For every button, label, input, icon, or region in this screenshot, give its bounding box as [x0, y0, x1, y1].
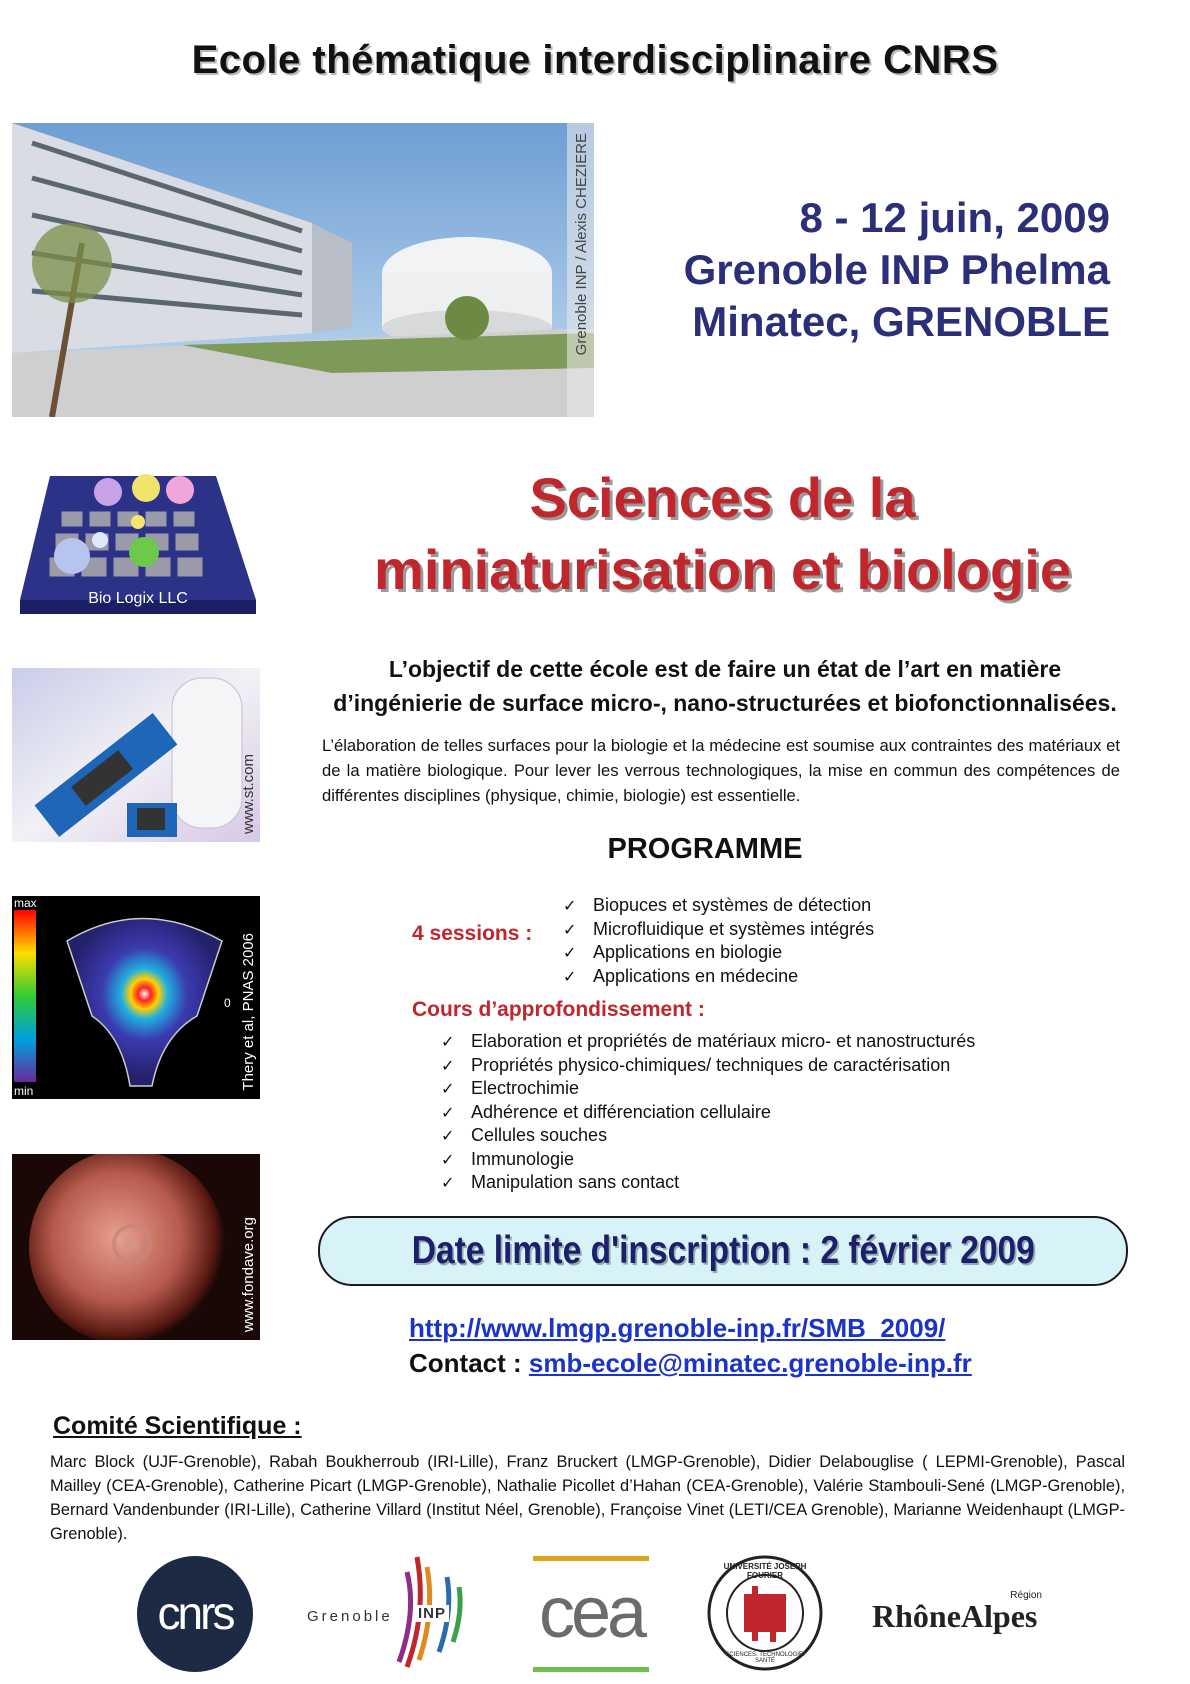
committee-text: Marc Block (UJF-Grenoble), Rabah Boukherroub (IRI-Lille), Franz Bruckert (LMGP-Grenoble), Didier Delabouglise ( LEPMI-Grenoble), Pascal Mailley (CEA-Grenoble), Catherine Picart (LMGP-Grenoble), Nathalie Picollet d’Hahan (CEA-Grenoble), Valérie Stambouli-Sené (LMGP-Grenoble), Bernard Vandenbunder (IRI-Lille), Catherine Villard (Institut Néel, Grenoble), Françoise Vinet (LETI/CEA Grenoble), Marianne Weidenhaupt (LMGP-Grenoble). [50, 1453, 1125, 1543]
list-item: ✓ Microfluidique et systèmes intégrés [563, 918, 874, 942]
grenoble-inp-box: INP [415, 1605, 449, 1622]
cea-logo [533, 1556, 649, 1672]
contact-line [409, 1348, 972, 1379]
sessions-list [563, 894, 874, 988]
biochip-image [12, 668, 260, 842]
list-item: ✓ Elaboration et propriétés de matériaux micro- et nanostructurés [441, 1030, 975, 1054]
rhone-alpes-region: Région [1010, 1590, 1042, 1601]
heatmap-zero-label: 0 [224, 996, 231, 1010]
ujf-logo-bottom-text: SCIENCES. TECHNOLOGIE. SANTÉ [725, 1652, 805, 1664]
main-title-line1: Sciences de la [529, 466, 916, 529]
grenoble-inp-logo [307, 1552, 482, 1672]
committee-title: Comité Scientifique : [53, 1412, 302, 1440]
cnrs-logo-text: cnrs [157, 1587, 233, 1639]
sessions-label: 4 sessions : [412, 922, 533, 945]
list-item: ✓ Immunologie [441, 1148, 975, 1172]
retina-credit: www.fondave.org [240, 1216, 257, 1332]
heatmap-max-label: max [14, 896, 37, 910]
list-item: ✓ Electrochimie [441, 1077, 975, 1101]
courses-list [441, 1030, 975, 1195]
ujf-logo [706, 1554, 824, 1672]
contact-label: Contact : [409, 1348, 529, 1378]
deadline-text: Date limite d'inscription : 2 février 2009 [411, 1229, 1035, 1272]
list-item: ✓ Applications en biologie [563, 941, 874, 965]
list-item: ✓ Adhérence et différenciation cellulaire [441, 1101, 975, 1125]
cea-logo-text: cea [538, 1573, 644, 1653]
courses-title: Cours d’approfondissement : [412, 998, 705, 1021]
heatmap-min-label: min [14, 1084, 34, 1098]
deadline-banner [318, 1216, 1128, 1286]
programme-title: PROGRAMME [607, 833, 803, 865]
retina-image [12, 1154, 260, 1340]
list-item: ✓ Manipulation sans contact [441, 1171, 975, 1195]
event-info [684, 192, 1110, 348]
event-city: Minatec, GRENOBLE [692, 298, 1110, 345]
description: L’élaboration de telles surfaces pour la biologie et la médecine est soumise aux contraintes des matériaux et de la matière biologique. Pour lever les verrous technologiques, la mise en commun des compétences de différentes disciplines (physique, chimie, biologie) est essentielle. [322, 736, 1120, 805]
building-photo [12, 123, 594, 417]
page-title: Ecole thématique interdisciplinaire CNRS [191, 38, 999, 82]
main-title [270, 462, 1175, 606]
rhone-alpes-text: RhôneAlpes [872, 1598, 1038, 1634]
objective-line2: d’ingénierie de surface micro-, nano-structurées et biofonctionnalisées. [333, 690, 1117, 716]
biologix-caption: Bio Logix LLC [88, 590, 188, 607]
list-item: ✓ Biopuces et systèmes de détection [563, 894, 874, 918]
event-venue: Grenoble INP Phelma [683, 246, 1110, 293]
heatmap-credit: Thery et al, PNAS 2006 [240, 933, 257, 1091]
list-item: ✓ Applications en médecine [563, 965, 874, 989]
website-link[interactable]: http://www.lmgp.grenoble-inp.fr/SMB_2009/ [409, 1313, 946, 1343]
chip-credit: www.st.com [240, 753, 257, 834]
cell-heatmap-image [12, 896, 260, 1099]
cnrs-logo [137, 1556, 253, 1672]
list-item: ✓ Cellules souches [441, 1124, 975, 1148]
main-title-line2: miniaturisation et biologie [374, 538, 1071, 601]
list-item: ✓ Propriétés physico-chimiques/ techniques de caractérisation [441, 1054, 975, 1078]
event-dates: 8 - 12 juin, 2009 [799, 194, 1110, 241]
grenoble-inp-text: Grenoble [307, 1608, 393, 1625]
photo-credit: Grenoble INP / Alexis CHEZIERE [573, 133, 590, 356]
ujf-logo-text: UNIVERSITÉ JOSEPH FOURIER [723, 1562, 807, 1580]
biologix-logo [20, 470, 256, 614]
objective [310, 652, 1140, 720]
contact-email-link[interactable]: smb-ecole@minatec.grenoble-inp.fr [528, 1348, 972, 1378]
objective-line1: L’objectif de cette école est de faire un état de l’art en matière [388, 656, 1062, 682]
rhone-alpes-logo [872, 1590, 1062, 1640]
